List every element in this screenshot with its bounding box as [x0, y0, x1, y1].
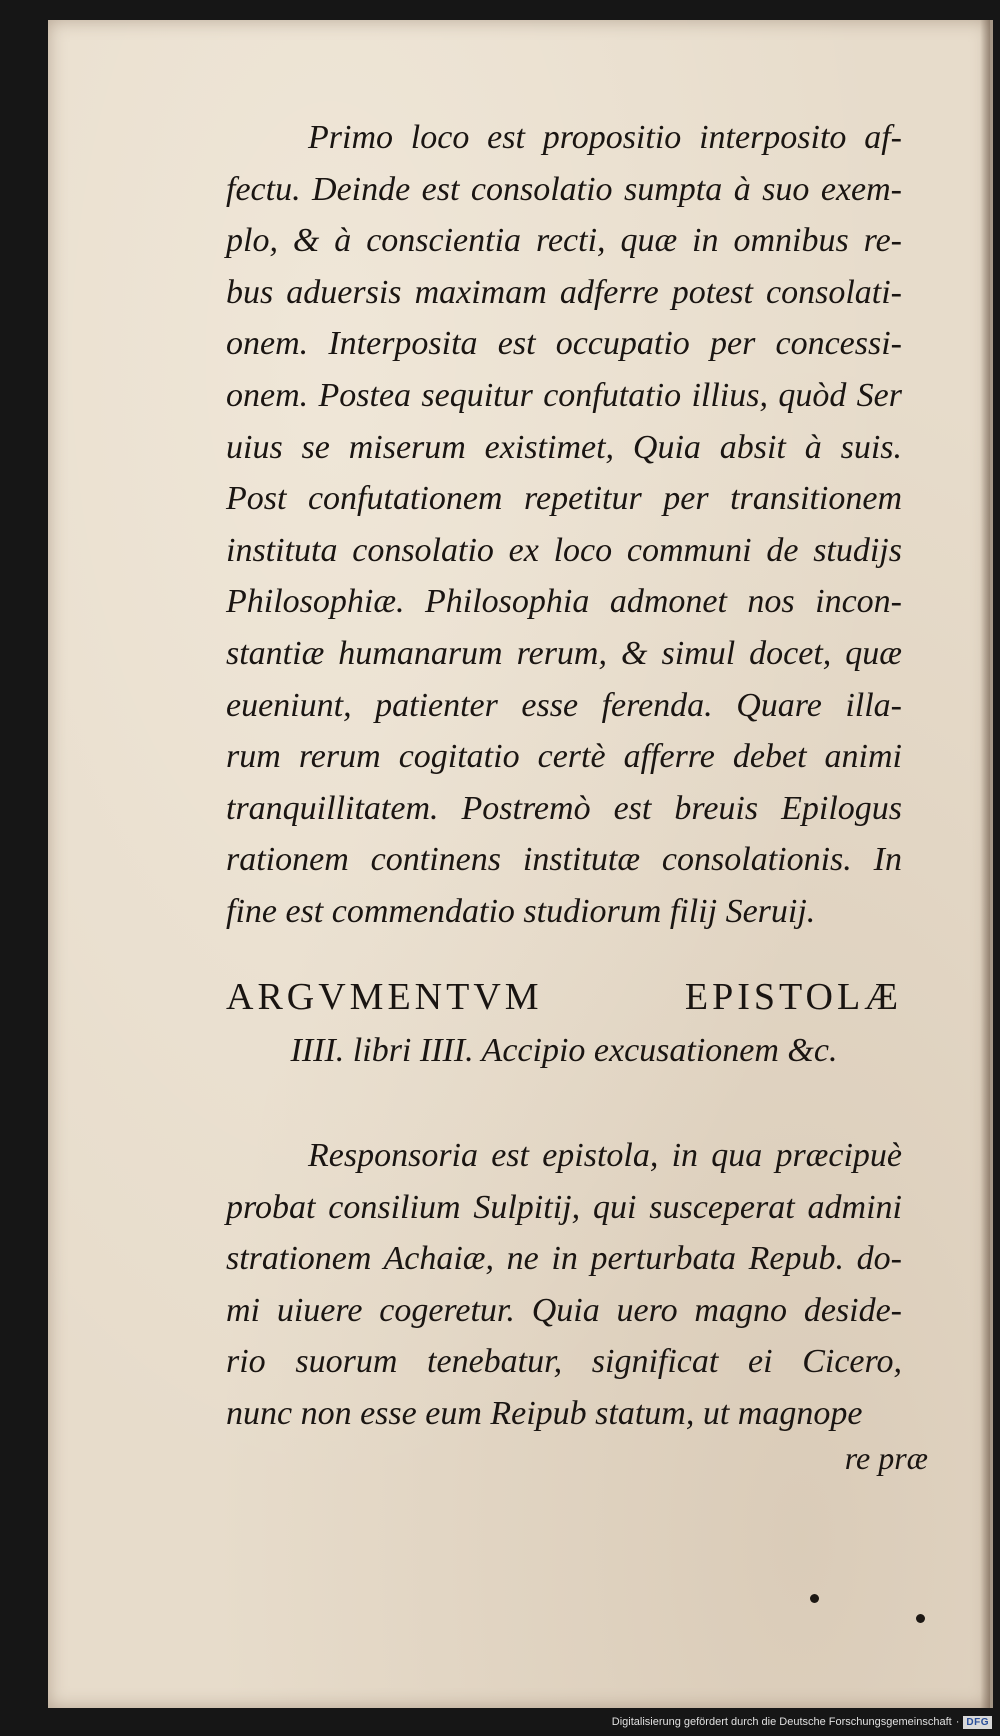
- heading-title: ARGVMENTVM EPISTOLÆ: [226, 976, 902, 1018]
- text-line: fectu. Deinde est consolatio sumpta à suo exem-: [226, 170, 902, 208]
- text-line: Primo loco est propositio interposito af-: [308, 119, 902, 156]
- text-line: mi uiuere cogeretur. Quia uero magno deside-: [226, 1291, 902, 1329]
- paragraph-1: [226, 112, 902, 938]
- page-edge-shadow: [980, 20, 990, 1708]
- ink-spot: [810, 1594, 819, 1603]
- text-line: eueniunt, patienter esse ferenda. Quare illa-: [226, 686, 902, 724]
- heading-subtitle: IIII. libri IIII. Accipio excusationem &c.: [290, 1032, 838, 1069]
- digitization-footer: Digitalisierung gefördert durch die Deutsche Forschungsgemeinschaft · DFG: [612, 1712, 992, 1732]
- text-line: rationem continens institutæ consolationis. In: [226, 841, 902, 879]
- dfg-logo-icon: DFG: [963, 1716, 992, 1729]
- paragraph-2: [226, 1130, 902, 1440]
- text-line: uius se miserum existimet, Quia absit à suis.: [226, 428, 902, 466]
- text-line: stantiæ humanarum rerum, & simul docet, quæ: [226, 634, 902, 672]
- text-line: Post confutationem repetitur per transitionem: [226, 480, 902, 518]
- text-line: onem. Postea sequitur confutatio illius, quòd Ser: [226, 376, 902, 414]
- text-line: fine est commendatio studiorum filij Seruij.: [226, 892, 816, 930]
- text-line: nunc non esse eum Reipub statum, ut magnope: [226, 1394, 863, 1432]
- text-line: instituta consolatio ex loco communi de studijs: [226, 531, 902, 569]
- text-line: rum rerum cogitatio certè afferre debet animi: [226, 738, 902, 776]
- catchword: re præ: [844, 1440, 928, 1476]
- text-line: plo, & à conscientia recti, quæ in omnibus re-: [226, 222, 902, 260]
- text-line: rio suorum tenebatur, significat ei Cicero,: [226, 1343, 902, 1381]
- text-line: Responsoria est epistola, in qua præcipuè: [308, 1137, 902, 1174]
- ink-spot: [916, 1614, 925, 1623]
- text-line: tranquillitatem. Postremò est breuis Epilogus: [226, 789, 902, 827]
- paragraph-1-body: [226, 112, 902, 938]
- text-line: Philosophiæ. Philosophia admonet nos incon-: [226, 583, 902, 621]
- text-line: probat consilium Sulpitij, qui susceperat admini: [226, 1188, 902, 1226]
- paragraph-2-body: [226, 1130, 902, 1440]
- text-line: onem. Interposita est occupatio per concessi-: [226, 325, 902, 363]
- footer-credit-text: Digitalisierung gefördert durch die Deutsche Forschungsgemeinschaft: [611, 1716, 952, 1728]
- text-line: bus aduersis maximam adferre potest consolati-: [226, 273, 902, 311]
- section-heading: [226, 970, 902, 1078]
- text-line: strationem Achaiæ, ne in perturbata Repub. do-: [226, 1240, 902, 1278]
